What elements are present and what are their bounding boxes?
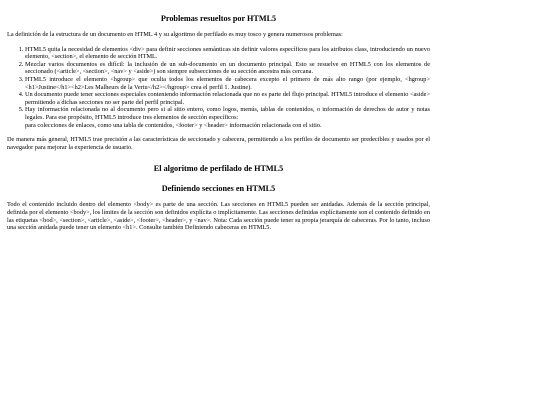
conclusion-paragraph: De manera más general, HTML5 trae precisión a las características de seccionado y cabecera, permitiendo a los perfiles de documento ser predecibles y usados por el navegador para mejorar la experiencia de usuario.	[7, 136, 430, 151]
page-title: Problemas resueltos por HTML5	[160, 14, 277, 23]
document-content	[7, 14, 430, 232]
heading-outline-algorithm: El algoritmo de perfilado de HTML5	[153, 164, 284, 174]
intro-paragraph: La definición de la estructura de un documento en HTML 4 y su algoritmo de perfilado es muy tosco y genera numerosos problemas:	[7, 31, 343, 38]
list-item: 1. HTML5 quita la necesidad de elementos <div> para definir secciones semánticas sin definir valores específicos para los atributos class, introduciendo un nuevo elemento, <section>, el elemento de sección HTML.	[25, 46, 430, 61]
list-item-text: Hay información relacionada no al documento pero si al sitio entero, como logos, menús, tablas de contenidos, o información de derechos de autor y notas legales. Para ese propósito, HTML5 introduce tres elementos de sección específicos:	[25, 106, 430, 121]
list-item: 3. HTML5 introduce el elemento <hgroup> que oculta todos los elementos de cabecera excepto el primero de más alto rango (por ejemplo, <hgroup><h1>Justine</h1><h2>Les Malheurs de la Vertu</h2></hgroup> crea el perfil 1. Justine).	[25, 76, 430, 91]
list-item-continuation: para colecciones de enlaces, como una tabla de contenidos, <footer> y <header> información relacionada con el sitio.	[25, 121, 322, 129]
sections-paragraph: Todo el contenido incluido dentro del elemento <body> es parte de una sección. Las secciones en HTML5 pueden ser anidadas. Además de la sección principal, definida por el elemento <body>, los límites de la sección son definidos explícita o implícitamente. Las secciones definidas explícitamente son el contenido definido en las etiquetas <bod>, <section>, <article>, <aside>, <footer>, <header>, y <nav>. Nota: Cada sección puede tener su propia jerarquía de cabeceras. Por lo tanto, incluso una sección anidada puede tener un elemento <h1>. Consulte también Definiendo cabeceras en HTML5.	[7, 201, 430, 232]
list-item	[25, 106, 430, 129]
list-item: 4. Un documento puede tener secciones especiales conteniendo información relacionada que no es parte del flujo principal. HTML5 introduce el elemento <aside> permitiendo a dichas secciones no ser parte del perfil principal.	[25, 91, 430, 106]
list-item: 2. Mezclar varios documentos es difícil: la inclusión de un sub-documento en un documento principal. Esto se resuelve en HTML5 con los elementos de seccionado (<article>, <section>, <nav> y <aside>) son siempre subsecciones de su sección ancestra más cercana.	[25, 61, 430, 76]
heading-defining-sections: Definiendo secciones en HTML5	[161, 184, 276, 194]
problems-list	[7, 46, 430, 130]
